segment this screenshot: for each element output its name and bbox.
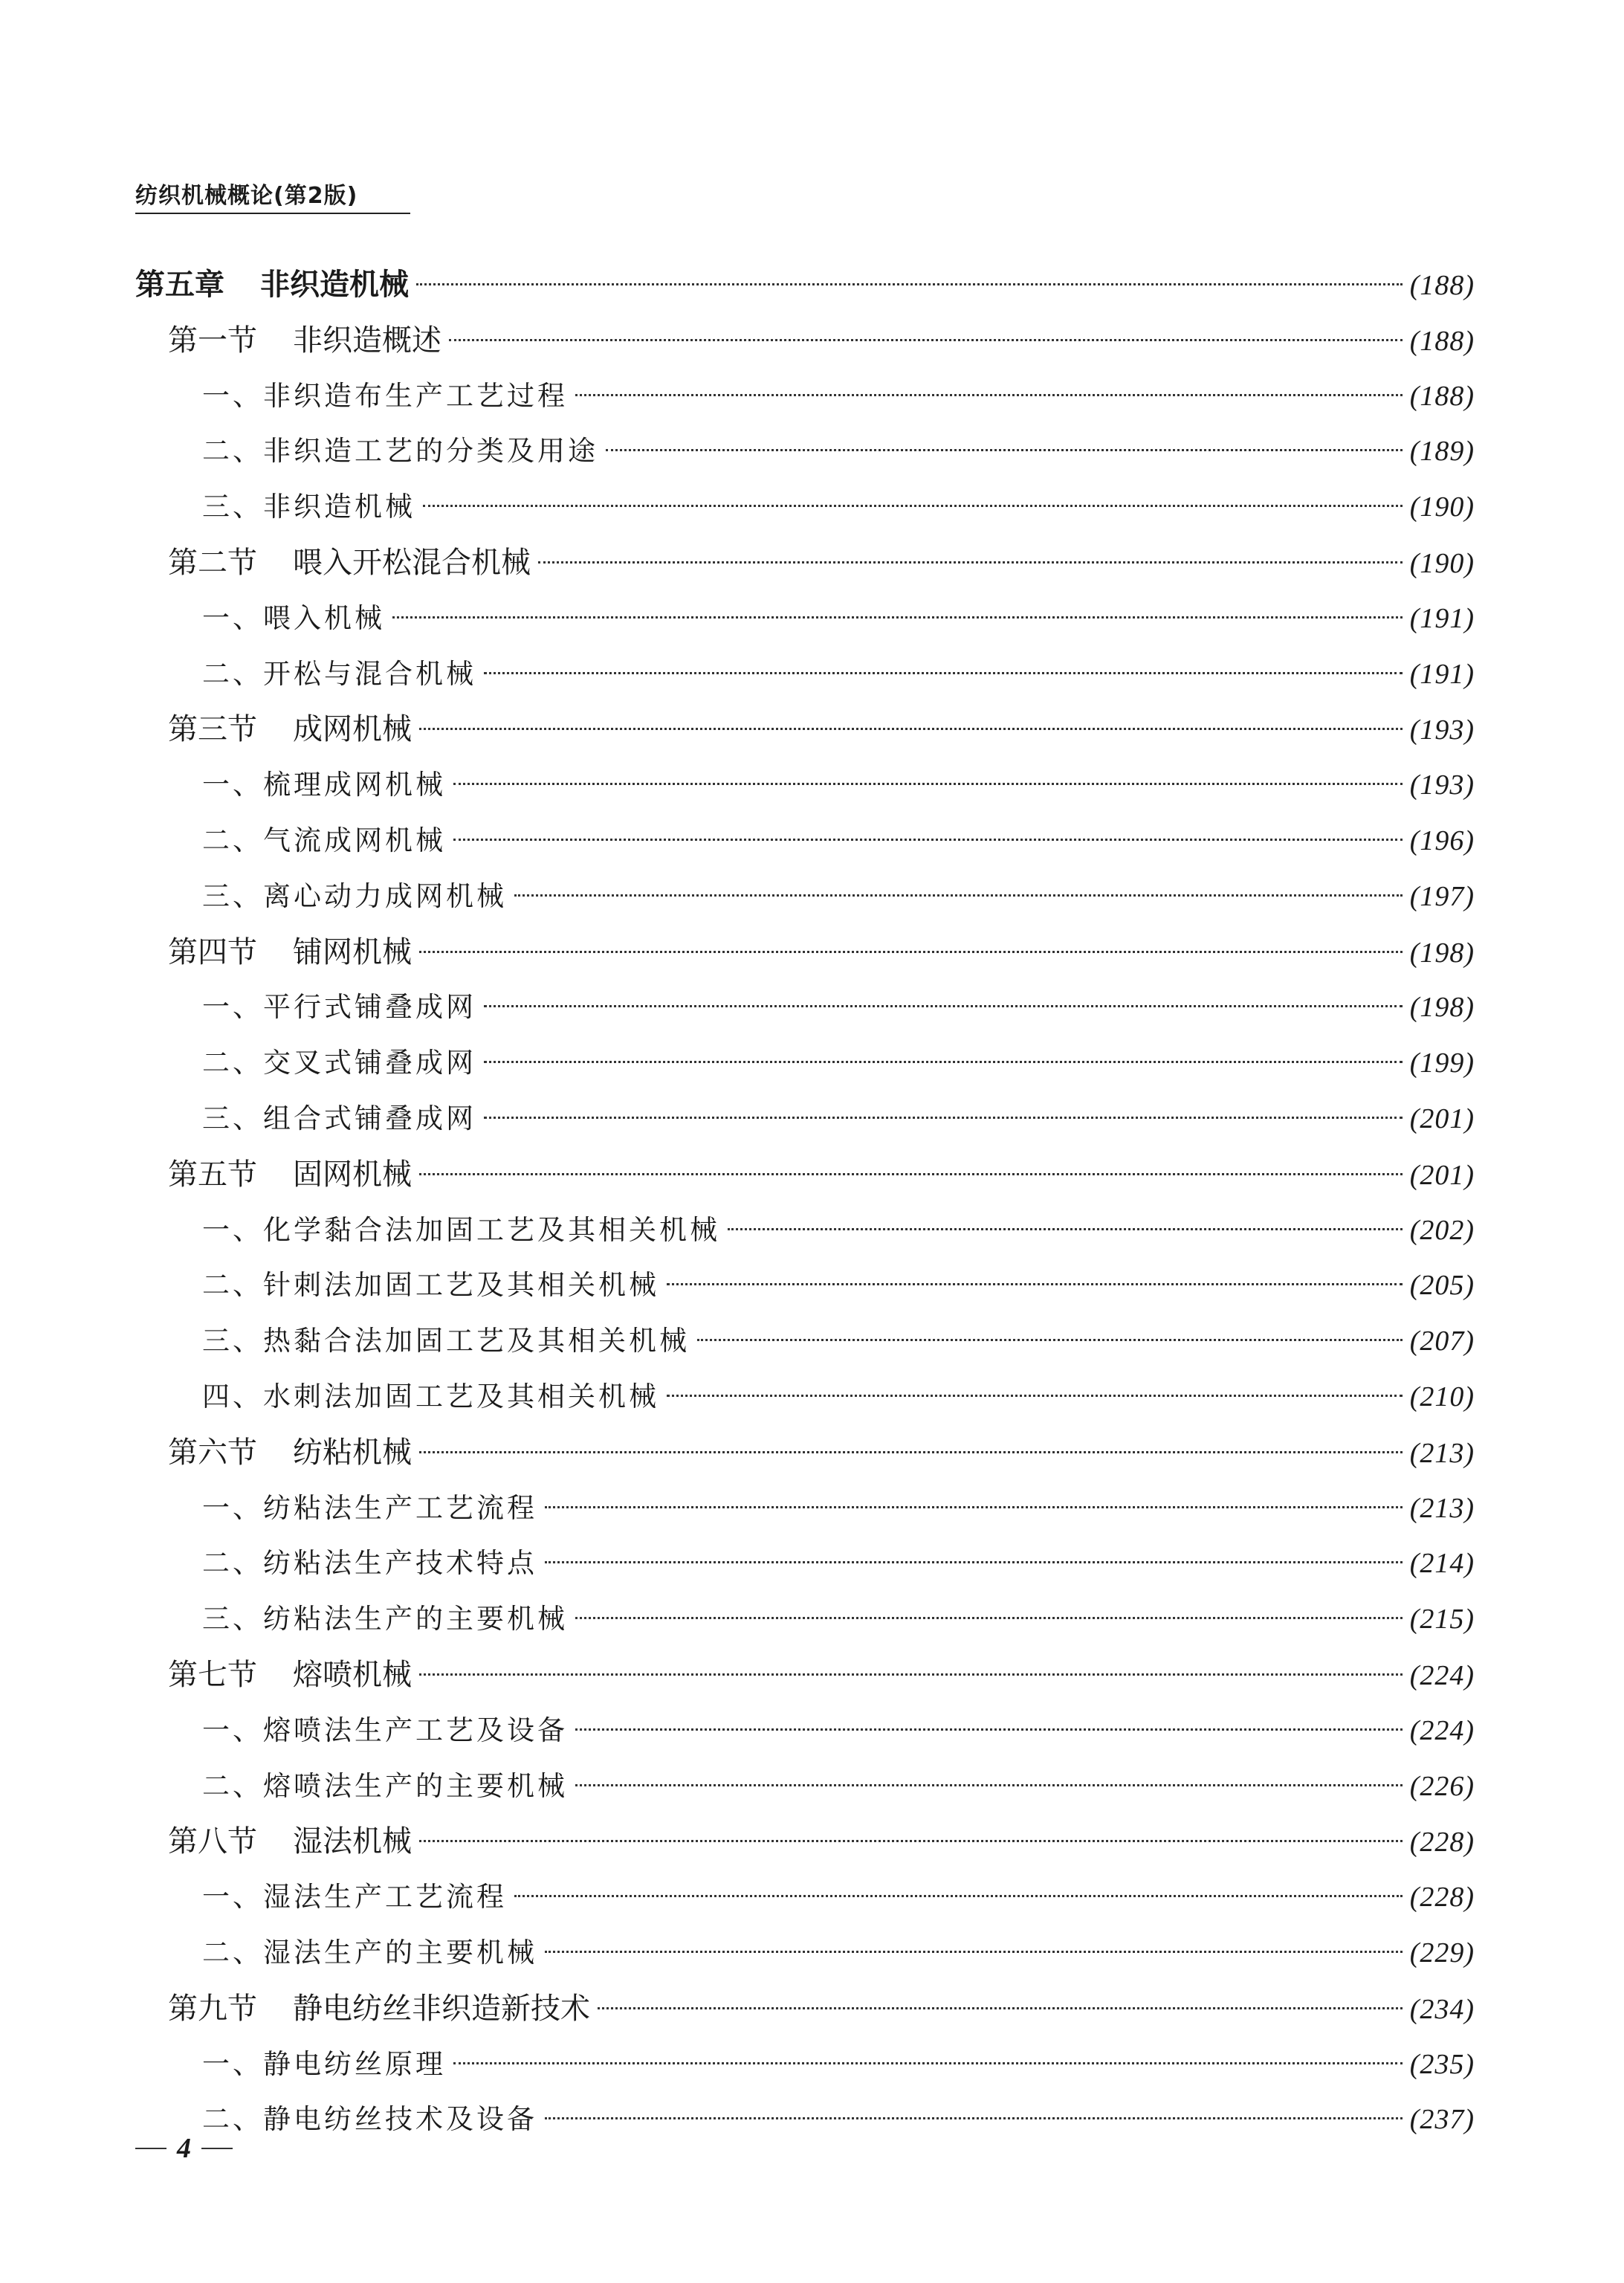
toc-entry-title: 一、静电纺丝原理 (202, 2047, 446, 2080)
toc-entry-title: 熔喷机械 (293, 1657, 412, 1692)
toc-dot-leader (453, 839, 1403, 841)
toc-section-entry[interactable] (135, 702, 1475, 758)
toc-subsection-entry[interactable] (135, 1536, 1475, 1592)
toc-subsection-entry[interactable] (135, 424, 1475, 479)
footer-dash-right (201, 2148, 233, 2149)
toc-dot-leader (606, 449, 1403, 451)
toc-subsection-entry[interactable] (135, 1091, 1475, 1147)
toc-section-entry[interactable] (135, 1814, 1475, 1870)
toc-entry-number: 第三节 (168, 712, 257, 747)
toc-dot-leader (419, 728, 1403, 730)
toc-entry-title: 一、喂入机械 (202, 601, 385, 634)
toc-section-entry[interactable] (135, 313, 1475, 369)
toc-page-number: (193) (1409, 769, 1475, 801)
toc-subsection-entry[interactable] (135, 1481, 1475, 1537)
header-rule (135, 213, 410, 214)
toc-entry-number: 第一节 (168, 323, 257, 358)
toc-page-number: (214) (1409, 1548, 1475, 1580)
toc-page-number: (213) (1409, 1437, 1475, 1469)
toc-entry-title: 二、针刺法加固工艺及其相关机械 (202, 1269, 659, 1302)
toc-page-number: (229) (1409, 1937, 1475, 1969)
toc-page-number: (237) (1409, 2104, 1475, 2136)
page-number: 4 (177, 2133, 191, 2164)
toc-dot-leader (419, 1451, 1403, 1453)
toc-dot-leader (575, 1617, 1403, 1619)
running-header: 纺织机械概论(第2版) (135, 183, 358, 209)
toc-subsection-entry[interactable] (135, 758, 1475, 813)
toc-page-number: (226) (1409, 1770, 1475, 1802)
toc-entry-title: 三、纺粘法生产的主要机械 (202, 1603, 568, 1635)
toc-entry-title: 一、纺粘法生产工艺流程 (202, 1491, 537, 1524)
toc-dot-leader (545, 1506, 1403, 1508)
toc-page-number: (189) (1409, 436, 1475, 468)
toc-entry-title: 非织造概述 (293, 323, 441, 358)
toc-subsection-entry[interactable] (135, 591, 1475, 647)
toc-entry-title: 二、静电纺丝技术及设备 (202, 2103, 537, 2136)
toc-subsection-entry[interactable] (135, 2092, 1475, 2148)
toc-dot-leader (697, 1339, 1403, 1341)
toc-subsection-entry[interactable] (135, 1592, 1475, 1647)
toc-page-number: (199) (1409, 1047, 1475, 1079)
toc-section-entry[interactable] (135, 1425, 1475, 1481)
toc-subsection-entry[interactable] (135, 1258, 1475, 1314)
toc-subsection-entry[interactable] (135, 869, 1475, 925)
toc-dot-leader (538, 561, 1403, 564)
toc-entry-title: 二、纺粘法生产技术特点 (202, 1547, 537, 1580)
toc-dot-leader (514, 894, 1403, 897)
toc-page-number: (191) (1409, 658, 1475, 690)
toc-page-number: (196) (1409, 824, 1475, 856)
toc-page-number: (193) (1409, 714, 1475, 746)
toc-page-number: (201) (1409, 1102, 1475, 1134)
toc-page-number: (224) (1409, 1659, 1475, 1691)
toc-page-number: (202) (1409, 1214, 1475, 1246)
toc-entry-title: 铺网机械 (293, 934, 412, 969)
toc-entry-number: 第二节 (168, 545, 257, 580)
toc-dot-leader (667, 1283, 1403, 1285)
toc-entry-title: 三、组合式铺叠成网 (202, 1102, 476, 1134)
toc-page-number: (188) (1409, 270, 1475, 301)
toc-entry-title: 二、开松与混合机械 (202, 657, 476, 690)
toc-entry-title: 一、平行式铺叠成网 (202, 991, 476, 1024)
toc-dot-leader (419, 951, 1403, 953)
toc-entry-title: 三、离心动力成网机械 (202, 879, 507, 912)
toc-entry-title: 二、交叉式铺叠成网 (202, 1047, 476, 1079)
page-footer (135, 2132, 233, 2165)
toc-entry-number: 第九节 (168, 1991, 257, 2026)
toc-subsection-entry[interactable] (135, 1870, 1475, 1925)
toc-entry-title: 一、非织造布生产工艺过程 (202, 379, 568, 412)
toc-section-entry[interactable] (135, 1647, 1475, 1703)
toc-subsection-entry[interactable] (135, 1703, 1475, 1759)
toc-page-number: (210) (1409, 1381, 1475, 1412)
toc-page-number: (205) (1409, 1270, 1475, 1302)
toc-dot-leader (419, 1840, 1403, 1842)
toc-entry-number: 第五章 (135, 268, 224, 302)
toc-entry-title: 一、化学黏合法加固工艺及其相关机械 (202, 1213, 720, 1246)
toc-entry-title: 固网机械 (293, 1157, 412, 1192)
toc-subsection-entry[interactable] (135, 1203, 1475, 1259)
toc-entry-title: 一、梳理成网机械 (202, 769, 446, 801)
toc-subsection-entry[interactable] (135, 647, 1475, 703)
toc-dot-leader (484, 1117, 1403, 1119)
toc-entry-title: 二、气流成网机械 (202, 824, 446, 856)
toc-subsection-entry[interactable] (135, 1314, 1475, 1369)
toc-page-number: (228) (1409, 1882, 1475, 1914)
toc-dot-leader (575, 1728, 1403, 1731)
toc-dot-leader (449, 339, 1403, 341)
toc-page-number: (198) (1409, 992, 1475, 1024)
toc-page-number: (228) (1409, 1827, 1475, 1859)
toc-entry-title: 非织造机械 (260, 268, 409, 302)
toc-chapter-entry[interactable] (135, 257, 1475, 313)
toc-entry-number: 第四节 (168, 934, 257, 969)
toc-subsection-entry[interactable] (135, 1759, 1475, 1815)
toc-page-number: (224) (1409, 1714, 1475, 1746)
toc-entry-title: 一、湿法生产工艺流程 (202, 1881, 507, 1914)
toc-page-number: (188) (1409, 325, 1475, 357)
toc-page-number: (234) (1409, 1993, 1475, 2025)
toc-page-number: (207) (1409, 1325, 1475, 1357)
toc-page-number: (197) (1409, 880, 1475, 912)
toc-dot-leader (667, 1395, 1403, 1397)
toc-dot-leader (575, 394, 1403, 396)
toc-entry-title: 三、热黏合法加固工艺及其相关机械 (202, 1325, 690, 1357)
toc-subsection-entry[interactable] (135, 980, 1475, 1036)
toc-dot-leader (416, 283, 1403, 285)
toc-dot-leader (545, 1951, 1403, 1953)
toc-page-number: (235) (1409, 2048, 1475, 2080)
toc-dot-leader (545, 1561, 1403, 1563)
toc-subsection-entry[interactable] (135, 813, 1475, 869)
toc-section-entry[interactable] (135, 925, 1475, 981)
toc-entry-title: 二、熔喷法生产的主要机械 (202, 1769, 568, 1802)
toc-page-number: (201) (1409, 1159, 1475, 1191)
toc-entry-title: 成网机械 (293, 712, 412, 747)
toc-dot-leader (598, 2007, 1403, 2009)
toc-dot-leader (419, 1673, 1403, 1676)
toc-dot-leader (423, 505, 1403, 507)
toc-entry-title: 纺粘机械 (293, 1435, 412, 1470)
toc-dot-leader (545, 2117, 1403, 2119)
toc-page-number: (190) (1409, 547, 1475, 579)
toc-page-number: (215) (1409, 1604, 1475, 1635)
toc-dot-leader (484, 1005, 1403, 1007)
toc-section-entry[interactable] (135, 1147, 1475, 1203)
toc-subsection-entry[interactable] (135, 1369, 1475, 1425)
toc-dot-leader (514, 1895, 1403, 1897)
toc-entry-number: 第八节 (168, 1824, 257, 1859)
toc-entry-title: 二、湿法生产的主要机械 (202, 1936, 537, 1969)
toc-entry-number: 第六节 (168, 1435, 257, 1470)
toc-entry-title: 二、非织造工艺的分类及用途 (202, 435, 598, 468)
toc-dot-leader (419, 1173, 1403, 1175)
toc-subsection-entry[interactable] (135, 369, 1475, 424)
toc-section-entry[interactable] (135, 1981, 1475, 2037)
toc-entry-number: 第七节 (168, 1657, 257, 1692)
toc-entry-title: 湿法机械 (293, 1824, 412, 1859)
toc-dot-leader (453, 783, 1403, 785)
toc-page-number: (198) (1409, 937, 1475, 969)
toc-entry-title: 静电纺丝非织造新技术 (293, 1991, 590, 2026)
toc-dot-leader (453, 2062, 1403, 2064)
footer-dash-left (135, 2148, 166, 2149)
toc-dot-leader (728, 1228, 1403, 1230)
toc-subsection-entry[interactable] (135, 479, 1475, 535)
toc-entry-title: 喂入开松混合机械 (293, 545, 531, 580)
toc-page-number: (190) (1409, 491, 1475, 523)
toc-entry-title: 三、非织造机械 (202, 491, 415, 523)
toc-page-number: (191) (1409, 602, 1475, 634)
toc-entry-number: 第五节 (168, 1157, 257, 1192)
toc-dot-leader (392, 616, 1403, 619)
toc-page-number: (188) (1409, 380, 1475, 412)
toc-entry-title: 四、水刺法加固工艺及其相关机械 (202, 1380, 659, 1412)
toc-page-number: (213) (1409, 1492, 1475, 1524)
toc-dot-leader (484, 672, 1403, 674)
toc-subsection-entry[interactable] (135, 1036, 1475, 1091)
toc-entry-title: 一、熔喷法生产工艺及设备 (202, 1714, 568, 1746)
toc-dot-leader (484, 1061, 1403, 1063)
toc-subsection-entry[interactable] (135, 2037, 1475, 2093)
toc-section-entry[interactable] (135, 535, 1475, 591)
table-of-contents (135, 257, 1475, 2148)
toc-dot-leader (575, 1784, 1403, 1786)
toc-subsection-entry[interactable] (135, 1925, 1475, 1981)
